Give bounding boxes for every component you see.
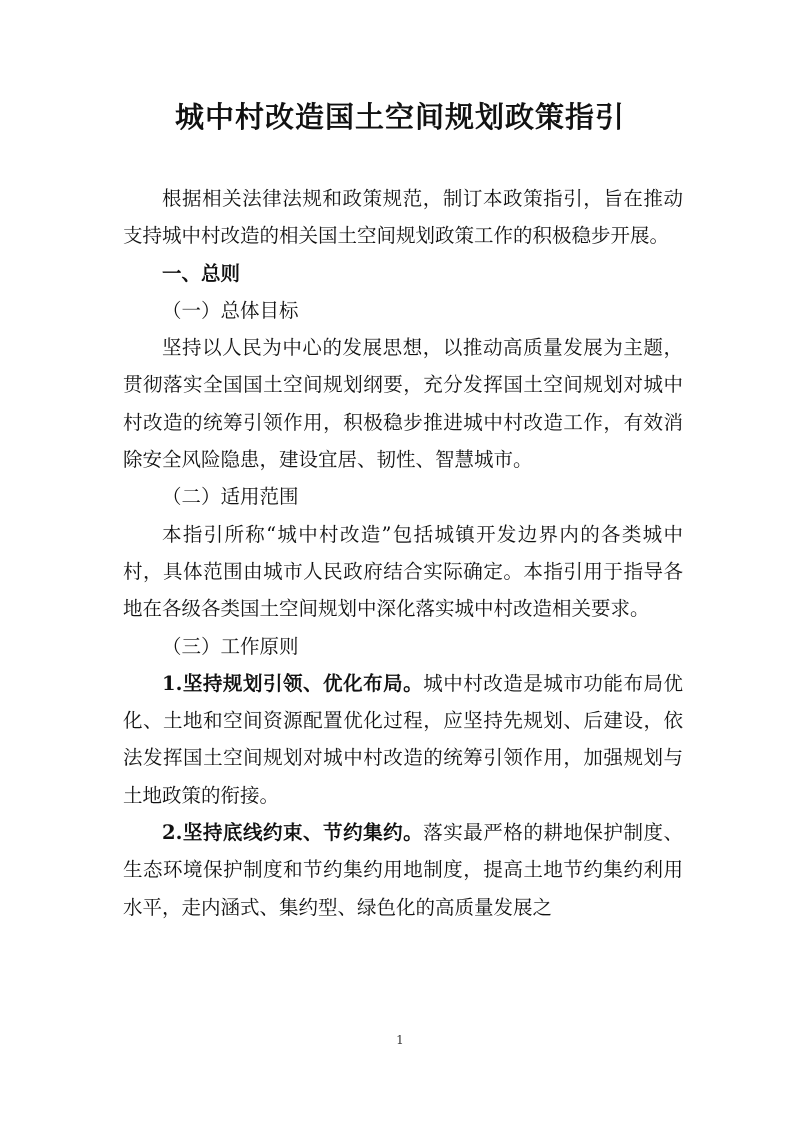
overall-goal-paragraph: 坚持以人民为中心的发展思想，以推动高质量发展为主题，贯彻落实全国国土空间规划纲要，充分发挥国土空间规划对城中村改造的统筹引领作用，积极稳步推进城中村改造工作，有效消除安全风险隐患，建设宜居、韧性、智慧城市。 xyxy=(123,336,683,472)
subsection-heading-overall-goal: （一）总体目标 xyxy=(162,298,299,322)
subsection-heading-scope: （二）适用范围 xyxy=(162,485,299,509)
scope-paragraph: 本指引所称“城中村改造”包括城镇开发边界内的各类城中村，具体范围由城市人民政府结合实际确定。本指引用于指导各地在各级各类国土空间规划中深化落实城中村改造相关要求。 xyxy=(123,522,683,621)
document-title: 城中村改造国土空间规划政策指引 xyxy=(174,100,625,134)
section-heading-general: 一、总则 xyxy=(162,261,241,285)
principle-2-lead: 2.坚持底线约束、节约集约。 xyxy=(162,821,424,845)
document-body xyxy=(123,180,683,926)
principle-2-paragraph xyxy=(123,814,683,926)
intro-paragraph: 根据相关法律法规和政策规范，制订本政策指引，旨在推动支持城中村改造的相关国土空间规划政策工作的积极稳步开展。 xyxy=(123,187,683,248)
principle-1-text: 城中村改造是城市功能布局优化、土地和空间资源配置优化过程，应坚持先规划、后建设，依法发挥国土空间规划对城中村改造的统筹引领作用，加强规划与土地政策的衔接。 xyxy=(123,671,683,807)
page-number: 1 xyxy=(396,1033,404,1047)
principle-1-lead: 1.坚持规划引领、优化布局。 xyxy=(162,671,424,695)
principle-1-paragraph xyxy=(123,665,683,814)
subsection-heading-principles: （三）工作原则 xyxy=(162,634,299,658)
principle-2-text: 落实最严格的耕地保护制度、生态环境保护制度和节约集约用地制度，提高土地节约集约利用水平，走内涵式、集约型、绿色化的高质量发展之 xyxy=(123,821,683,919)
